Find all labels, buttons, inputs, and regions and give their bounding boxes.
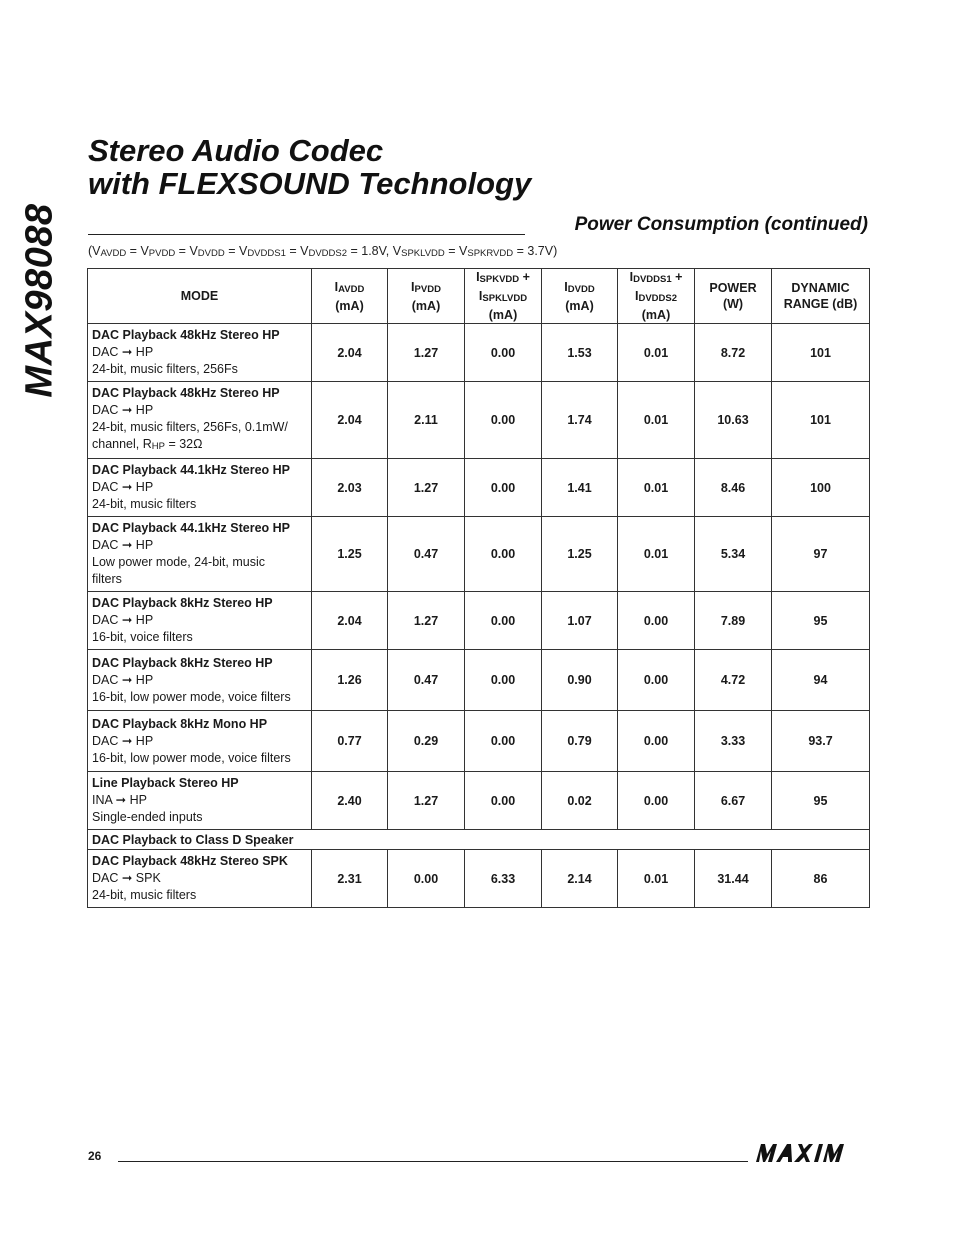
ipvdd-cell: 1.27 xyxy=(388,772,465,830)
idvdds-cell: 0.01 xyxy=(618,382,695,459)
header-idvdd: $I_{DVDD}$ (mA) xyxy=(542,269,618,324)
ispk-cell: 0.00 xyxy=(465,382,542,459)
idvdds-cell: 0.01 xyxy=(618,850,695,908)
dynamic-range-cell: 101 xyxy=(772,382,870,459)
mode-cell: DAC Playback 48kHz Stereo HP DAC ➞ HP 24-bit, music filters, 256Fs, 0.1mW/ channel, $R_{HP} = 32\Omega$ xyxy=(88,382,312,459)
side-part-number xyxy=(12,202,68,398)
page-number: 26 xyxy=(88,1149,102,1163)
iavdd-cell: 2.04 xyxy=(312,382,388,459)
dynamic-range-cell: 86 xyxy=(772,850,870,908)
mode-cell: DAC Playback 48kHz Stereo HP DAC ➞ HP 24-bit, music filters, 256Fs xyxy=(88,324,312,382)
iavdd-cell: 1.25 xyxy=(312,517,388,592)
mode-cell: DAC Playback 8kHz Stereo HP DAC ➞ HP 16-bit, low power mode, voice filters xyxy=(88,650,312,711)
iavdd-cell: 2.31 xyxy=(312,850,388,908)
idvdd-cell: 1.53 xyxy=(542,324,618,382)
idvdd-cell: 0.90 xyxy=(542,650,618,711)
power-cell: 10.63 xyxy=(695,382,772,459)
ipvdd-cell: 1.27 xyxy=(388,324,465,382)
ispk-cell: 0.00 xyxy=(465,650,542,711)
header-iavdd: $I_{AVDD}$ (mA) xyxy=(312,269,388,324)
table-row xyxy=(88,459,870,517)
power-cell: 7.89 xyxy=(695,592,772,650)
ispk-cell: 0.00 xyxy=(465,517,542,592)
idvdd-cell: 0.79 xyxy=(542,711,618,772)
idvdds-cell: 0.00 xyxy=(618,592,695,650)
mode-cell: DAC Playback 44.1kHz Stereo HP DAC ➞ HP Low power mode, 24-bit, music filters xyxy=(88,517,312,592)
power-cell: 4.72 xyxy=(695,650,772,711)
iavdd-cell: 2.40 xyxy=(312,772,388,830)
table-row xyxy=(88,592,870,650)
mode-cell: DAC Playback 8kHz Mono HP DAC ➞ HP 16-bit, low power mode, voice filters xyxy=(88,711,312,772)
power-cell: 31.44 xyxy=(695,850,772,908)
idvdds-cell: 0.01 xyxy=(618,517,695,592)
table-row xyxy=(88,382,870,459)
idvdds-cell: 0.01 xyxy=(618,324,695,382)
table-row xyxy=(88,650,870,711)
idvdd-cell: 1.74 xyxy=(542,382,618,459)
idvdd-cell: 1.25 xyxy=(542,517,618,592)
section-heading: Power Consumption (continued) xyxy=(574,214,868,235)
maxim-logo xyxy=(756,1142,868,1164)
power-consumption-table xyxy=(87,268,870,908)
ispk-cell: 6.33 xyxy=(465,850,542,908)
ipvdd-cell: 0.00 xyxy=(388,850,465,908)
idvdds-cell: 0.01 xyxy=(618,459,695,517)
idvdds-cell: 0.00 xyxy=(618,711,695,772)
table-group-row xyxy=(88,830,870,850)
dynamic-range-cell: 93.7 xyxy=(772,711,870,772)
mode-cell: DAC Playback 48kHz Stereo SPK DAC ➞ SPK 24-bit, music filters xyxy=(88,850,312,908)
iavdd-cell: 0.77 xyxy=(312,711,388,772)
ipvdd-cell: 0.29 xyxy=(388,711,465,772)
idvdds-cell: 0.00 xyxy=(618,772,695,830)
iavdd-cell: 2.04 xyxy=(312,592,388,650)
header-dynamic-range: DYNAMIC RANGE (dB) xyxy=(772,269,870,324)
test-conditions: ($V_{AVDD} = V_{PVDD} = V_{DVDD} = V_{DVDDS1} = V_{DVDDS2} = 1.8V$, $V_{SPKLVDD} = V_{SPKRVDD} = 3.7V$) xyxy=(88,244,558,259)
ipvdd-cell: 0.47 xyxy=(388,517,465,592)
footer-rule xyxy=(118,1161,748,1162)
table-row xyxy=(88,711,870,772)
ispk-cell: 0.00 xyxy=(465,324,542,382)
idvdd-cell: 1.07 xyxy=(542,592,618,650)
iavdd-cell: 2.03 xyxy=(312,459,388,517)
table-row xyxy=(88,517,870,592)
power-cell: 5.34 xyxy=(695,517,772,592)
ipvdd-cell: 0.47 xyxy=(388,650,465,711)
ispk-cell: 0.00 xyxy=(465,459,542,517)
dynamic-range-cell: 101 xyxy=(772,324,870,382)
side-part-number-text: MAX98088 xyxy=(18,202,61,398)
table-header-row xyxy=(88,269,870,324)
idvdd-cell: 0.02 xyxy=(542,772,618,830)
power-cell: 8.72 xyxy=(695,324,772,382)
idvdd-cell: 2.14 xyxy=(542,850,618,908)
mode-cell: Line Playback Stereo HP INA ➞ HP Single-ended inputs xyxy=(88,772,312,830)
idvdd-cell: 1.41 xyxy=(542,459,618,517)
table-row xyxy=(88,772,870,830)
document-title-line1: Stereo Audio Codec xyxy=(88,133,384,168)
ispk-cell: 0.00 xyxy=(465,592,542,650)
mode-cell: DAC Playback 44.1kHz Stereo HP DAC ➞ HP 24-bit, music filters xyxy=(88,459,312,517)
document-title-line2: with FLEXSOUND Technology xyxy=(88,166,532,201)
maxim-logo-graphic xyxy=(756,1142,868,1164)
header-ispk: $I_{SPKVDD}$ + $I_{SPKLVDD}$ (mA) xyxy=(465,269,542,324)
table-row xyxy=(88,324,870,382)
table-row xyxy=(88,850,870,908)
idvdds-cell: 0.00 xyxy=(618,650,695,711)
header-power: POWER (W) xyxy=(695,269,772,324)
header-idvdds: $I_{DVDDS1}$ + $I_{DVDDS2}$ (mA) xyxy=(618,269,695,324)
mode-cell: DAC Playback 8kHz Stereo HP DAC ➞ HP 16-bit, voice filters xyxy=(88,592,312,650)
ipvdd-cell: 1.27 xyxy=(388,592,465,650)
group-heading-cell: DAC Playback to Class D Speaker xyxy=(88,830,870,850)
header-ipvdd: $I_{PVDD}$ (mA) xyxy=(388,269,465,324)
power-cell: 8.46 xyxy=(695,459,772,517)
ipvdd-cell: 1.27 xyxy=(388,459,465,517)
section-rule xyxy=(88,234,525,235)
ispk-cell: 0.00 xyxy=(465,772,542,830)
dynamic-range-cell: 95 xyxy=(772,592,870,650)
dynamic-range-cell: 100 xyxy=(772,459,870,517)
header-mode: MODE xyxy=(88,269,312,324)
dynamic-range-cell: 94 xyxy=(772,650,870,711)
power-cell: 3.33 xyxy=(695,711,772,772)
ipvdd-cell: 2.11 xyxy=(388,382,465,459)
dynamic-range-cell: 95 xyxy=(772,772,870,830)
iavdd-cell: 2.04 xyxy=(312,324,388,382)
iavdd-cell: 1.26 xyxy=(312,650,388,711)
dynamic-range-cell: 97 xyxy=(772,517,870,592)
power-cell: 6.67 xyxy=(695,772,772,830)
document-title xyxy=(88,134,531,200)
ispk-cell: 0.00 xyxy=(465,711,542,772)
